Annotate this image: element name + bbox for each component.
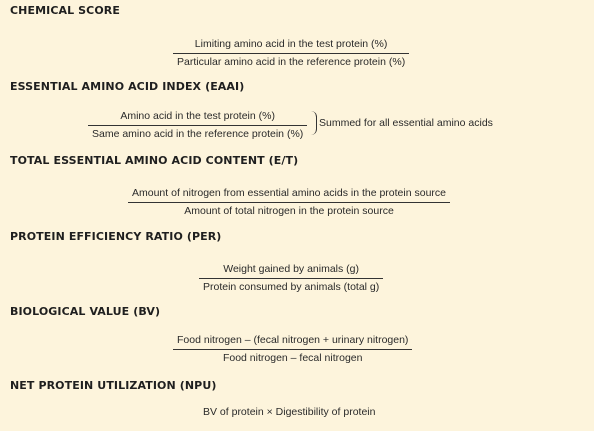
- bv-fraction: [173, 334, 412, 365]
- et-denominator: Amount of total nitrogen in the protein source: [184, 205, 394, 217]
- per-heading: PROTEIN EFFICIENCY RATIO (PER): [10, 230, 222, 243]
- bv-numerator: Food nitrogen – (fecal nitrogen + urinary nitrogen): [177, 334, 409, 346]
- eaai-fraction: [88, 110, 307, 141]
- et-numerator: Amount of nitrogen from essential amino acids in the protein source: [132, 187, 447, 199]
- eaai-note: Summed for all essential amino acids: [319, 117, 493, 129]
- eaai-denominator: Same amino acid in the reference protein (%): [92, 128, 304, 140]
- bv-heading: BIOLOGICAL VALUE (BV): [10, 305, 161, 318]
- chemical-score-heading: CHEMICAL SCORE: [10, 4, 120, 17]
- chemical-score-fraction: [173, 38, 409, 69]
- npu-formula: BV of protein × Digestibility of protein: [203, 406, 376, 418]
- et-heading: TOTAL ESSENTIAL AMINO ACID CONTENT (E/T): [10, 154, 299, 167]
- npu-heading: NET PROTEIN UTILIZATION (NPU): [10, 379, 217, 392]
- chemical-score-denominator: Particular amino acid in the reference protein (%): [177, 56, 406, 68]
- per-numerator: Weight gained by animals (g): [223, 263, 360, 275]
- eaai-heading: ESSENTIAL AMINO ACID INDEX (EAAI): [10, 80, 245, 93]
- brace-icon: [311, 111, 317, 135]
- et-fraction: [128, 187, 450, 218]
- chemical-score-numerator: Limiting amino acid in the test protein (%): [194, 38, 388, 50]
- per-denominator: Protein consumed by animals (total g): [203, 281, 380, 293]
- per-fraction: [199, 263, 383, 294]
- eaai-numerator: Amino acid in the test protein (%): [120, 110, 275, 122]
- bv-denominator: Food nitrogen – fecal nitrogen: [222, 352, 363, 364]
